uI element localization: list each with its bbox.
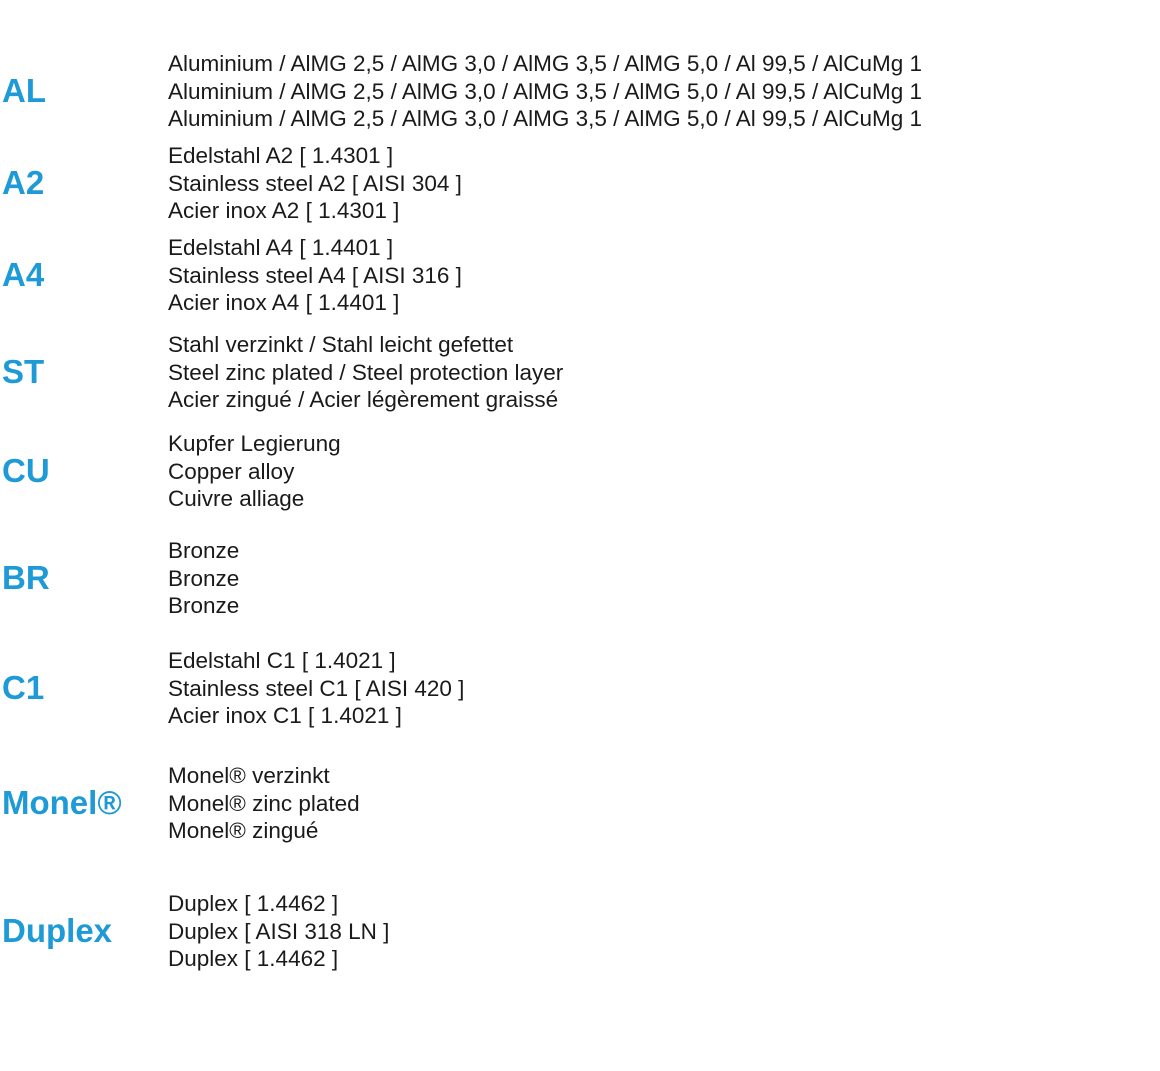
material-description-line: Edelstahl A4 [ 1.4401 ] [168,235,394,260]
material-description-line: Duplex [ 1.4462 ] [168,946,339,971]
material-code: ST [2,352,45,390]
legend-row [0,234,1160,317]
legend-row [0,537,1160,620]
material-code-cell [0,558,168,596]
material-description-line: Acier inox C1 [ 1.4021 ] [168,703,402,728]
legend-row [0,762,1160,845]
legend-row [0,647,1160,730]
material-code: C1 [2,668,45,706]
material-description-line: Bronze [168,538,240,563]
material-code: AL [2,71,46,109]
material-description-line: Stainless steel A2 [ AISI 304 ] [168,170,462,196]
material-code-cell [0,352,168,390]
material-description-cell [168,647,1160,730]
material-code-cell [0,255,168,293]
material-description-line: Edelstahl A2 [ 1.4301 ] [168,143,394,168]
material-description-cell [168,142,1160,225]
material-description-cell [168,537,1160,620]
material-description-cell [168,234,1160,317]
material-description-cell [168,331,1160,414]
material-description-line: Monel® verzinkt [168,763,330,788]
material-code: A2 [2,163,45,201]
material-description-line: Edelstahl C1 [ 1.4021 ] [168,648,396,673]
legend-row [0,430,1160,513]
material-description-line: Monel® zingué [168,818,319,843]
material-description-line: Bronze [168,593,240,618]
material-code-cell [0,911,168,949]
material-description-line: Aluminium / AlMG 2,5 / AlMG 3,0 / AlMG 3,5 / AlMG 5,0 / Al 99,5 / AlCuMg 1 [168,51,923,76]
material-description-line: Aluminium / AlMG 2,5 / AlMG 3,0 / AlMG 3,5 / AlMG 5,0 / Al 99,5 / AlCuMg 1 [168,78,923,104]
material-description-line: Bronze [168,565,240,591]
material-code: CU [2,451,50,489]
material-code: Monel® [2,783,122,821]
material-description-cell [168,890,1160,973]
material-description-cell [168,50,1160,133]
material-description-cell [168,762,1160,845]
material-code-cell [0,783,168,821]
material-description-line: Acier zingué / Acier légèrement graissé [168,387,559,412]
material-description-line: Monel® zinc plated [168,790,360,816]
legend-row [0,142,1160,225]
legend-row [0,331,1160,414]
material-code: BR [2,558,50,596]
legend-row [0,890,1160,973]
material-code: Duplex [2,911,113,949]
material-description-line: Steel zinc plated / Steel protection layer [168,359,564,385]
material-description-line: Stainless steel A4 [ AISI 316 ] [168,262,462,288]
material-description-line: Kupfer Legierung [168,431,341,456]
material-code-cell [0,451,168,489]
material-description-line: Stahl verzinkt / Stahl leicht gefettet [168,332,514,357]
material-description-line: Aluminium / AlMG 2,5 / AlMG 3,0 / AlMG 3,5 / AlMG 5,0 / Al 99,5 / AlCuMg 1 [168,106,923,131]
material-description-line: Duplex [ 1.4462 ] [168,891,339,916]
material-description-line: Duplex [ AISI 318 LN ] [168,918,390,944]
material-code-cell [0,71,168,109]
legend-row [0,50,1160,133]
material-code-cell [0,668,168,706]
material-description-line: Copper alloy [168,458,295,484]
material-description-cell [168,430,1160,513]
material-description-line: Acier inox A4 [ 1.4401 ] [168,290,400,315]
material-code: A4 [2,255,45,293]
material-description-line: Stainless steel C1 [ AISI 420 ] [168,675,465,701]
material-description-line: Cuivre alliage [168,486,305,511]
material-code-cell [0,163,168,201]
material-description-line: Acier inox A2 [ 1.4301 ] [168,198,400,223]
